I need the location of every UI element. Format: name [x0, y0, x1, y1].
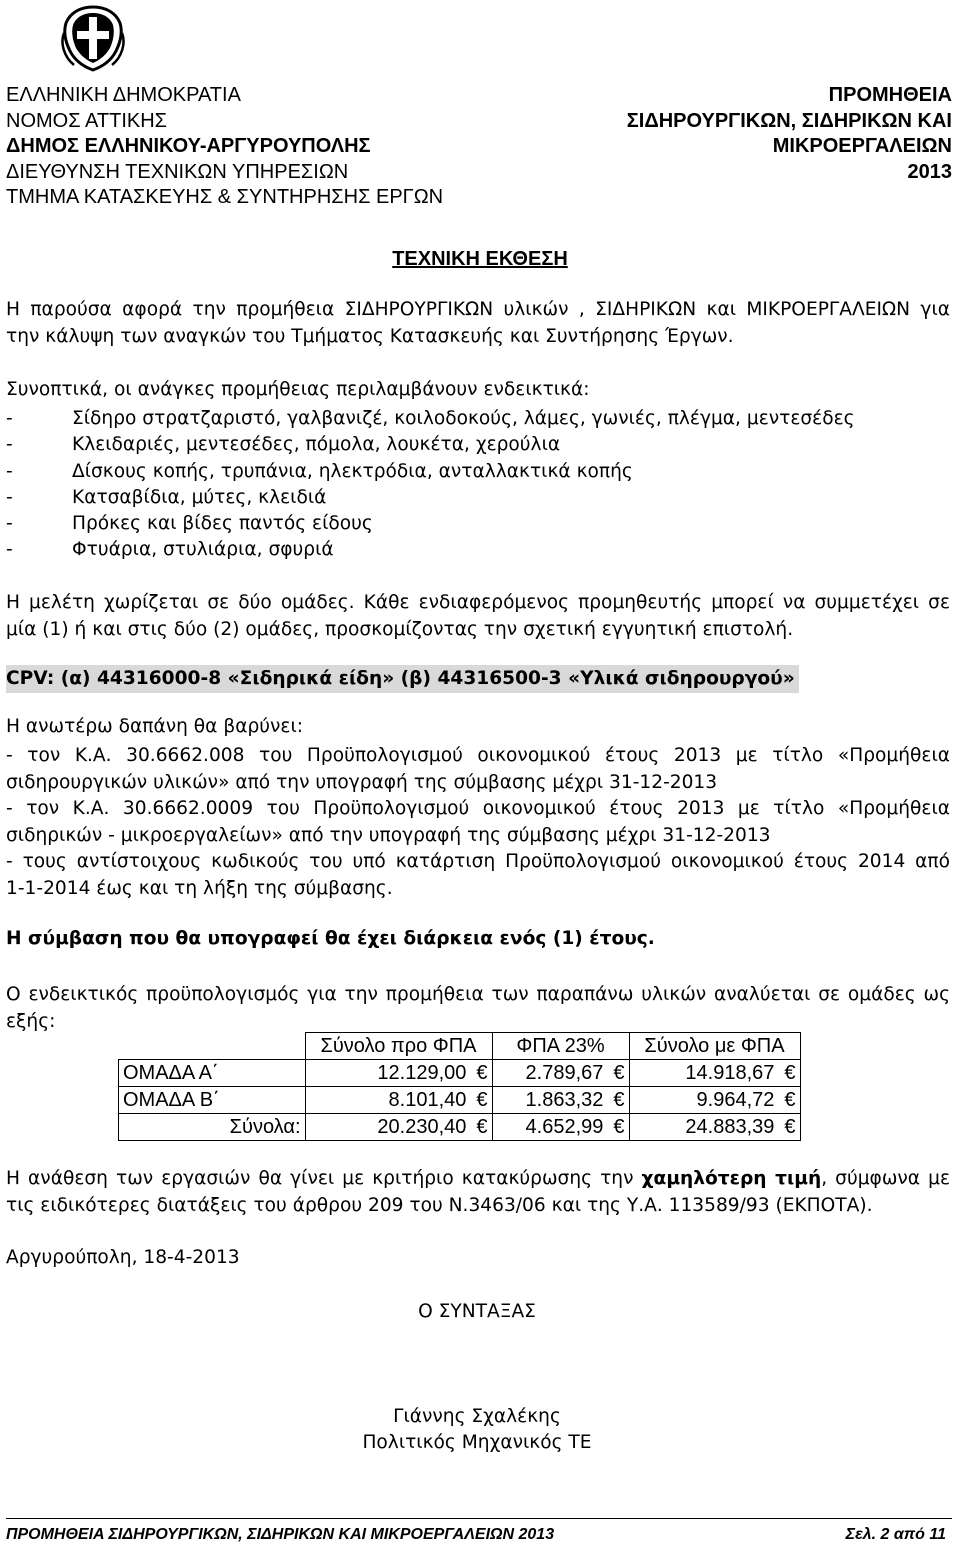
header-department: ΤΜΗΜΑ ΚΑΤΑΣΚΕΥΗΣ & ΣΥΝΤΗΡΗΣΗΣ ΕΡΓΩΝ [6, 186, 444, 208]
header-prefecture: ΝΟΜΟΣ ΑΤΤΙΚΗΣ [6, 109, 168, 132]
header-left [6, 83, 443, 211]
intro-paragraph [6, 297, 950, 350]
budget-line-1: Ο ενδεικτικός προϋπολογισμός για την προμήθεια των παραπάνω υλικών αναλύεται σε ομάδες ως [6, 984, 950, 1005]
page-number: Σελ. 2 από 11 [845, 1526, 946, 1543]
total-cell: 24.883,39 € [629, 1114, 800, 1141]
groups-line-2: μία (1) ή και στις δύο (2) ομάδες, προσκομίζοντας την σχετική εγγυητική επιστολή. [6, 618, 794, 640]
row-label: ΟΜΑΔΑ Β΄ [119, 1087, 306, 1114]
expense-line-6: 1-1-2014 έως και τη λήξη της σύμβασης. [6, 877, 393, 899]
header-country: ΕΛΛΗΝΙΚΗ ΔΗΜΟΚΡΑΤΙΑ [6, 84, 241, 106]
footer-title: ΠΡΟΜΗΘΕΙΑ ΣΙΔΗΡΟΥΡΓΙΚΩΝ, ΣΙΔΗΡΙΚΩΝ ΚΑΙ ΜΙΚΡΟΕΡΓΑΛΕΙΩΝ 2013 [6, 1526, 555, 1543]
net-cell: 20.230,40 € [305, 1114, 492, 1141]
award-line-2: τις ειδικότερες διατάξεις του άρθρου 209 του Ν.3463/06 και της Υ.Α. 113589/93 (ΕΚΠΟΤΑ). [6, 1194, 873, 1216]
row-label: Σύνολα: [119, 1114, 306, 1141]
header-project-line1: ΠΡΟΜΗΘΕΙΑ [828, 84, 952, 106]
list-item: - Σίδηρο στρατζαριστό, γαλβανιζέ, κοιλοδοκούς, λάμες, γωνιές, πλέγμα, μεντεσέδες [6, 408, 855, 429]
budget-table [118, 1032, 801, 1141]
expense-line-4: σιδηρικών - μικροεργαλείων» από την υπογραφή της σύμβασης μέχρι 31-12-2013 [6, 824, 771, 846]
net-cell: 12.129,00 € [305, 1060, 492, 1087]
intro-line-1: Η παρούσα αφορά την προμήθεια ΣΙΔΗΡΟΥΡΓΙΚΩΝ υλικών , ΣΙΔΗΡΙΚΩΝ και ΜΙΚΡΟΕΡΓΑΛΕΙΩΝ για [6, 299, 950, 320]
footer-divider [6, 1518, 952, 1519]
intro-line-2: την κάλυψη των αναγκών του Τμήματος Κατασκευής και Συντήρησης Έργων. [6, 325, 734, 347]
greek-coat-of-arms-icon [58, 3, 128, 73]
column-header: Σύνολο με ΦΠΑ [629, 1033, 800, 1060]
list-item: - Κατσαβίδια, μύτες, κλειδιά [6, 486, 327, 508]
budget-paragraph [6, 982, 950, 1035]
cpv-codes: CPV: (α) 44316000-8 «Σιδηρικά είδη» (β) 44316500-3 «Υλικά σιδηρουργού» [6, 665, 799, 693]
signature-role: Ο ΣΥΝΤΑΞΑΣ [418, 1301, 536, 1322]
header-project-line2: ΣΙΔΗΡΟΥΡΓΙΚΩΝ, ΣΙΔΗΡΙΚΩΝ ΚΑΙ [626, 109, 952, 132]
table-row [119, 1060, 801, 1087]
signature-title: Πολιτικός Μηχανικός ΤΕ [362, 1432, 592, 1453]
groups-line-1: Η μελέτη χωρίζεται σε δύο ομάδες. Κάθε ενδιαφερόμενος προμηθευτής μπορεί να συμμετέχει σε [6, 592, 950, 613]
header-project-year: 2013 [907, 160, 952, 183]
expense-paragraph [6, 743, 950, 903]
vat-cell: 2.789,67 € [492, 1060, 629, 1087]
award-line-1: Η ανάθεση των εργασιών θα γίνει με κριτήριο κατακύρωσης την χαμηλότερη τιμή, σύμφωνα με [6, 1168, 950, 1189]
header-project-line3: ΜΙΚΡΟΕΡΓΑΛΕΙΩΝ [772, 135, 952, 157]
total-cell: 14.918,67 € [629, 1060, 800, 1087]
document-title: ΤΕΧΝΙΚΗ ΕΚΘΕΣΗ [392, 248, 568, 270]
award-criterion: χαμηλότερη τιμή [641, 1168, 822, 1189]
expense-line-2: σιδηρουργικών υλικών» από την υπογραφή της σύμβασης μέχρι 31-12-2013 [6, 771, 718, 793]
table-totals-row [119, 1114, 801, 1141]
table-header-row [119, 1033, 801, 1060]
place-date: Αργυρούπολη, 18-4-2013 [6, 1247, 240, 1268]
header-municipality: ΔΗΜΟΣ ΕΛΛΗΝΙΚΟΥ-ΑΡΓΥΡΟΥΠΟΛΗΣ [6, 135, 371, 157]
needs-list [6, 406, 855, 564]
award-paragraph [6, 1166, 950, 1219]
net-cell: 8.101,40 € [305, 1087, 492, 1114]
budget-line-2: εξής: [6, 1010, 56, 1032]
column-header: Σύνολο προ ΦΠΑ [305, 1033, 492, 1060]
vat-cell: 1.863,32 € [492, 1087, 629, 1114]
expense-line-1: - τον Κ.Α. 30.6662.008 του Προϋπολογισμού οικονομικού έτους 2013 με τίτλο «Προμήθεια [6, 745, 950, 766]
header-right [627, 83, 952, 185]
contract-duration: Η σύμβαση που θα υπογραφεί θα έχει διάρκεια ενός (1) έτους. [6, 928, 655, 949]
list-item: - Φτυάρια, στυλιάρια, σφυριά [6, 539, 334, 561]
list-item: - Πρόκες και βίδες παντός είδους [6, 513, 373, 535]
total-cell: 9.964,72 € [629, 1087, 800, 1114]
expense-line-5: - τους αντίστοιχους κωδικούς του υπό κατάρτιση Προϋπολογισμού οικονομικού έτους 2014 από [6, 851, 950, 873]
expense-line-3: - τον Κ.Α. 30.6662.0009 του Προϋπολογισμού οικονομικού έτους 2013 με τίτλο «Προμήθεια [6, 798, 950, 820]
vat-cell: 4.652,99 € [492, 1114, 629, 1141]
expense-intro: Η ανωτέρω δαπάνη θα βαρύνει: [6, 716, 304, 737]
list-item: - Κλειδαριές, μεντεσέδες, πόμολα, λουκέτα, χερούλια [6, 434, 561, 456]
row-label: ΟΜΑΔΑ Α΄ [119, 1060, 306, 1087]
header-directorate: ΔΙΕΥΘΥΝΣΗ ΤΕΧΝΙΚΩΝ ΥΠΗΡΕΣΙΩΝ [6, 160, 349, 183]
table-row [119, 1087, 801, 1114]
column-header: ΦΠΑ 23% [492, 1033, 629, 1060]
list-item: - Δίσκους κοπής, τρυπάνια, ηλεκτρόδια, ανταλλακτικά κοπής [6, 460, 633, 482]
groups-paragraph [6, 590, 950, 643]
signature-name: Γιάννης Σχαλέκης [393, 1406, 561, 1427]
needs-intro: Συνοπτικά, οι ανάγκες προμήθειας περιλαμβάνουν ενδεικτικά: [6, 379, 590, 400]
